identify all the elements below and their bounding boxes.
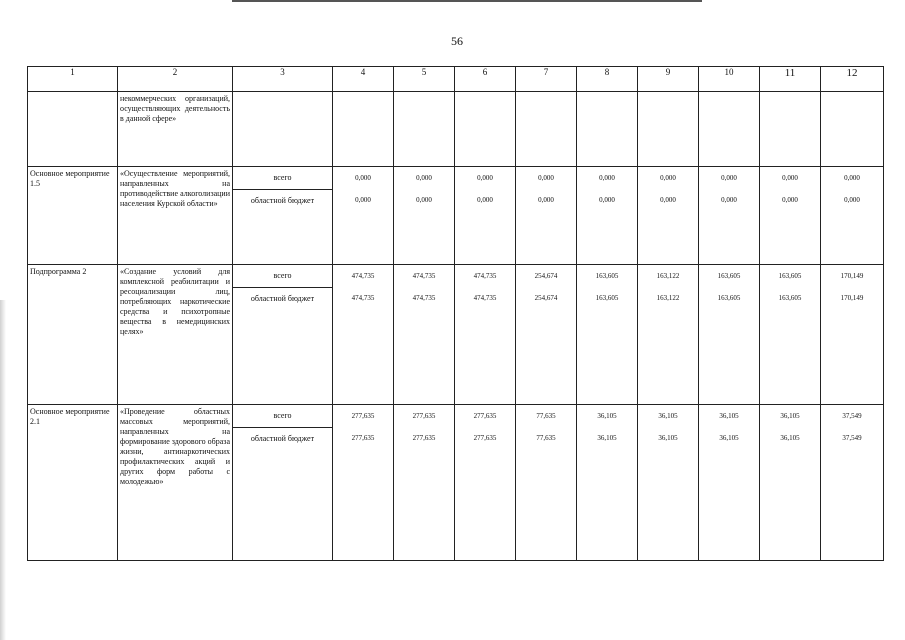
amount-value: 163,605	[717, 293, 741, 302]
section-description-cell	[118, 265, 233, 405]
funding-source-label: областной бюджет	[233, 287, 332, 310]
funding-source-label: областной бюджет	[233, 189, 332, 212]
amount-cell	[394, 265, 455, 405]
amount-value: 36,105	[719, 411, 739, 420]
amount-value: 0,000	[538, 173, 554, 182]
amount-value: 36,105	[780, 411, 800, 420]
header-cell: 12	[821, 67, 884, 92]
amount-value: 277,635	[473, 433, 497, 442]
section-description: некоммерческих организаций, осуществляющих деятельность в данной сфере»	[120, 94, 230, 123]
amount-cell	[638, 167, 699, 265]
amount-cell	[699, 265, 760, 405]
amount-value: 170,149	[840, 271, 864, 280]
amount-cell	[699, 167, 760, 265]
amount-value: 36,105	[719, 433, 739, 442]
amount-value: 254,674	[534, 293, 558, 302]
section-name: Основное мероприятие 2.1	[28, 405, 118, 561]
amount-cell	[455, 92, 516, 167]
amount-value: 163,605	[778, 271, 802, 280]
section-description-cell	[118, 92, 233, 167]
amount-cell	[821, 265, 884, 405]
amount-value: 77,635	[536, 411, 556, 420]
amount-value: 170,149	[840, 293, 864, 302]
funding-source-label: областной бюджет	[233, 427, 332, 450]
amount-cell	[333, 265, 394, 405]
amount-cell	[394, 167, 455, 265]
amount-value: 77,635	[536, 433, 556, 442]
amount-value: 254,674	[534, 271, 558, 280]
amount-value: 0,000	[782, 195, 798, 204]
header-cell: 1	[28, 67, 118, 92]
amount-value: 277,635	[351, 411, 375, 420]
table-row	[28, 167, 884, 265]
amount-value: 0,000	[355, 195, 371, 204]
amount-value: 0,000	[844, 173, 860, 182]
amount-value: 0,000	[721, 173, 737, 182]
amount-cell	[760, 92, 821, 167]
amount-value: 0,000	[477, 173, 493, 182]
amount-value: 163,605	[595, 293, 619, 302]
section-description: «Осуществление мероприятий, направленных на противодействие алкоголизации населения Курской области»	[120, 169, 230, 208]
amount-cell	[699, 92, 760, 167]
amount-value: 36,105	[658, 433, 678, 442]
amount-value: 277,635	[412, 411, 436, 420]
amount-value: 277,635	[351, 433, 375, 442]
amount-cell	[760, 167, 821, 265]
amount-cell	[760, 405, 821, 561]
amount-value: 0,000	[416, 173, 432, 182]
header-cell: 7	[516, 67, 577, 92]
header-cell: 4	[333, 67, 394, 92]
amount-value: 277,635	[473, 411, 497, 420]
amount-cell	[821, 405, 884, 561]
amount-value: 474,735	[351, 293, 375, 302]
amount-cell	[638, 265, 699, 405]
amount-value: 0,000	[782, 173, 798, 182]
amount-cell	[577, 167, 638, 265]
amount-cell	[333, 92, 394, 167]
amount-value: 0,000	[844, 195, 860, 204]
amount-cell	[455, 265, 516, 405]
section-description: «Проведение областных массовых мероприятий, направленных на формирование здорового образа жизни, антинаркотических профилактических акций и других форм работы с молодежью»	[120, 407, 230, 486]
funding-source-cell	[233, 167, 333, 265]
amount-value: 0,000	[660, 173, 676, 182]
table-row	[28, 405, 884, 561]
amount-value: 0,000	[477, 195, 493, 204]
amount-cell	[516, 405, 577, 561]
funding-source-cell	[233, 405, 333, 561]
amount-cell	[333, 167, 394, 265]
amount-value: 36,105	[780, 433, 800, 442]
header-cell: 10	[699, 67, 760, 92]
amount-value: 0,000	[721, 195, 737, 204]
amount-cell	[638, 92, 699, 167]
amount-value: 474,735	[412, 271, 436, 280]
amount-cell	[455, 405, 516, 561]
amount-value: 36,105	[597, 433, 617, 442]
section-name: Основное мероприятие 1.5	[28, 167, 118, 265]
amount-value: 37,549	[842, 411, 862, 420]
amount-value: 0,000	[538, 195, 554, 204]
amount-value: 163,605	[778, 293, 802, 302]
amount-cell	[455, 167, 516, 265]
header-cell: 6	[455, 67, 516, 92]
header-cell: 9	[638, 67, 699, 92]
header-row	[28, 67, 884, 92]
scan-shadow	[0, 300, 6, 640]
amount-value: 0,000	[599, 195, 615, 204]
header-cell: 11	[760, 67, 821, 92]
header-cell: 8	[577, 67, 638, 92]
section-description: «Создание условий для комплексной реабилитации и ресоциализации лиц, потребляющих наркотические средства и психотропные вещества в немедицинских целях»	[120, 267, 230, 336]
amount-cell	[821, 92, 884, 167]
amount-value: 163,122	[656, 293, 680, 302]
amount-value: 37,549	[842, 433, 862, 442]
amount-value: 36,105	[597, 411, 617, 420]
amount-value: 474,735	[473, 293, 497, 302]
funding-source-label: всего	[273, 271, 292, 280]
amount-cell	[516, 265, 577, 405]
section-description-cell	[118, 167, 233, 265]
amount-value: 474,735	[351, 271, 375, 280]
amount-value: 474,735	[412, 293, 436, 302]
table-row	[28, 265, 884, 405]
amount-cell	[516, 92, 577, 167]
amount-cell	[577, 405, 638, 561]
amount-value: 163,122	[656, 271, 680, 280]
funding-source-cell	[233, 92, 333, 167]
amount-value: 0,000	[416, 195, 432, 204]
amount-cell	[394, 405, 455, 561]
amount-value: 163,605	[595, 271, 619, 280]
amount-cell	[760, 265, 821, 405]
amount-cell	[577, 265, 638, 405]
funding-source-label: всего	[273, 173, 292, 182]
page-number: 56	[451, 34, 463, 48]
amount-cell	[699, 405, 760, 561]
amount-value: 163,605	[717, 271, 741, 280]
amount-value: 0,000	[599, 173, 615, 182]
top-edge-rule	[232, 0, 702, 2]
amount-cell	[577, 92, 638, 167]
section-name	[28, 92, 118, 167]
amount-value: 0,000	[660, 195, 676, 204]
amount-value: 0,000	[355, 173, 371, 182]
amount-cell	[821, 167, 884, 265]
amount-cell	[394, 92, 455, 167]
funding-source-cell	[233, 265, 333, 405]
header-cell: 2	[118, 67, 233, 92]
budget-table	[27, 66, 884, 561]
section-name: Подпрограмма 2	[28, 265, 118, 405]
funding-source-label: всего	[273, 411, 292, 420]
amount-cell	[333, 405, 394, 561]
header-cell: 3	[233, 67, 333, 92]
amount-cell	[516, 167, 577, 265]
amount-value: 277,635	[412, 433, 436, 442]
amount-value: 474,735	[473, 271, 497, 280]
header-cell: 5	[394, 67, 455, 92]
section-description-cell	[118, 405, 233, 561]
amount-cell	[638, 405, 699, 561]
amount-value: 36,105	[658, 411, 678, 420]
table-row	[28, 92, 884, 167]
